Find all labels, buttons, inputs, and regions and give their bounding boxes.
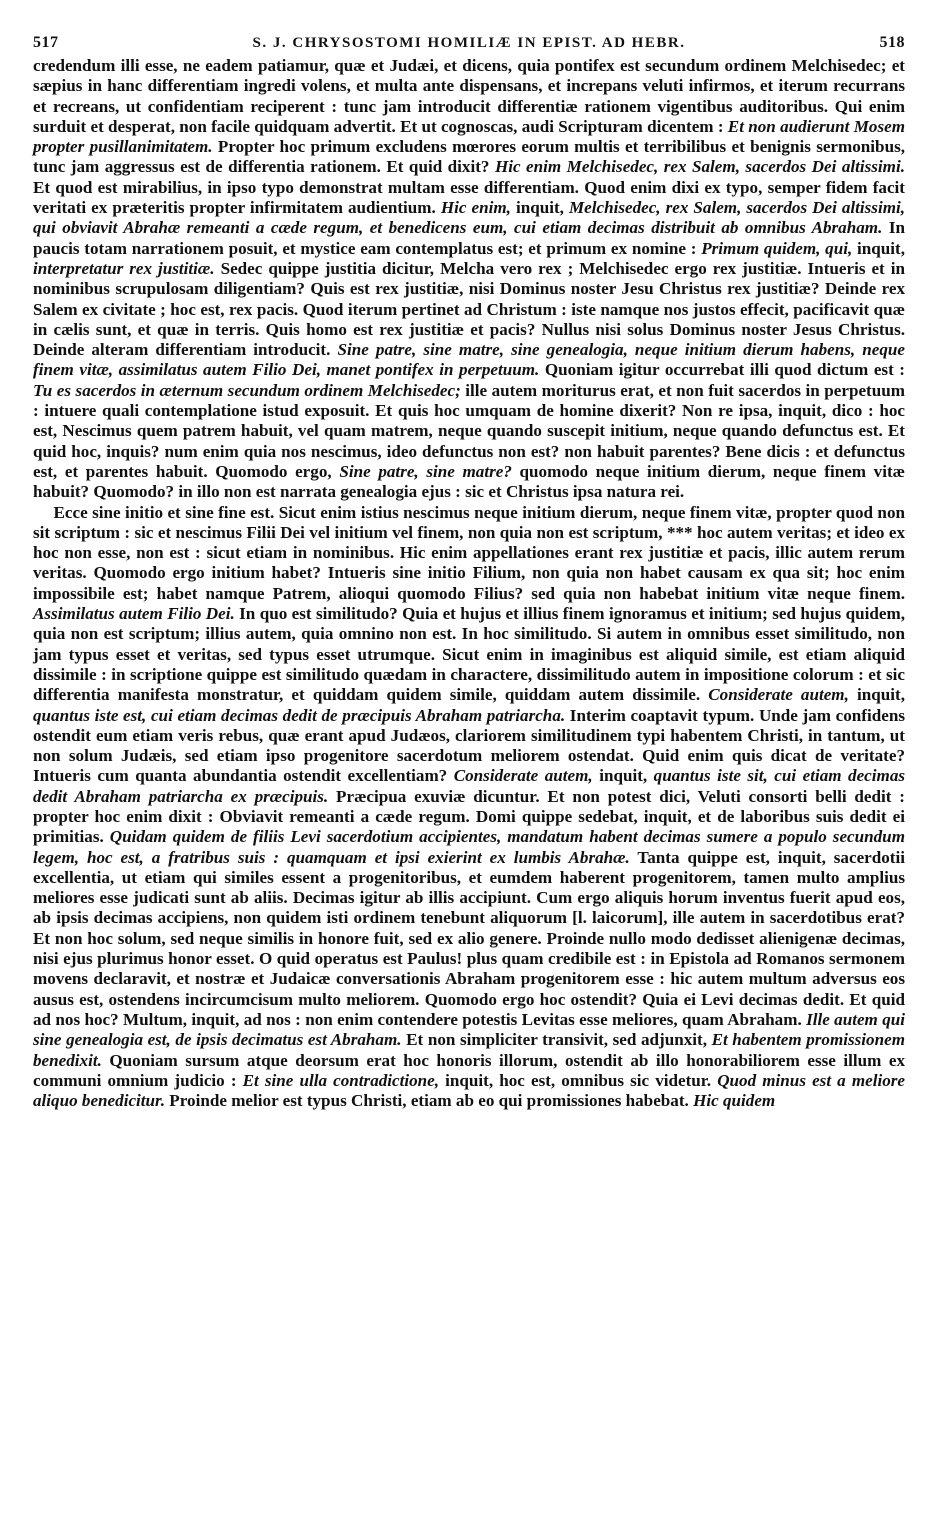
body-paragraph <box>33 503 905 1112</box>
italic-quotation: Assimilatus autem Filio Dei. <box>33 604 235 624</box>
text-run: In quo est similitudo? Quia et hujus et illius finem ignoramus et initium; sed hujus quidem, quia non est scriptum; illius autem, quia omnino non est. In hoc similitudo. Si autem in omnibus esset similitudo, non jam typus esset et veritas, sed typus esset utrumque. Sicut enim in imaginibus est aliquid simile, est etiam aliquid dissimile : in scriptione quippe est similitudo quædam in charactere, dissimilitudo autem in impositione colorum : et sic differentia manifesta monstratur, et quiddam quidem simile, quiddam autem dissimile. <box>33 604 905 705</box>
page-body <box>33 56 905 1111</box>
italic-quotation: Primum quidem, qui, <box>701 238 853 258</box>
italic-quotation: Sine patre, sine matre? <box>339 461 512 481</box>
text-run: In paucis totam narrationem posuit, et mystice eam contemplatus est; et primum ex nomine : <box>33 218 905 258</box>
running-header <box>33 34 905 56</box>
text-run: Proinde melior est typus Christi, etiam ab eo qui promissiones habebat. <box>165 1091 694 1111</box>
left-page-number: 517 <box>33 34 59 51</box>
text-run: Interim coaptavit typum. Unde jam confidens ostendit eum etiam veris rebus, quæ erant apud Judæos, clariorem similitudinem typi habentem Christi, in tantum, ut non solum Judæis, sed etiam ipso progenitore sacerdotum meliorem ostendat. Quid enim quis dicat de veritate? Intueris cum quanta abundantia ostendit excellentiam? <box>33 705 906 786</box>
text-run: Quoniam sursum atque deorsum erat hoc honoris illorum, ostendit ab illo honorabiliorem esse illum ex communi omnium judicio : <box>33 1050 905 1090</box>
text-run: quomodo neque initium dierum, neque finem vitæ habuit? Quomodo? in illo non est narrata genealogia ejus : sic et Christus ipsa natura rei. <box>33 461 906 502</box>
text-run: credendum illi esse, ne eadem patiamur, quæ et Judæi, et dicens, quia pontifex est secundum ordinem Melchisedec; et sæpius in hanc differentiam ingredi volens, et multa ante dispensans, et increpans veluti infirmos, et iterum recurrans et recreans, ut confidentiam reciperent : tunc jam introducit differentiæ rationem vigentibus auditoribus. Qui enim surduit et desperat, non facile quidquam advertit. Et ut cognoscas, audi Scripturam dicentem : <box>33 56 905 136</box>
italic-quotation: Hic quidem <box>693 1091 776 1111</box>
text-run: inquit, <box>848 685 905 705</box>
italic-quotation: Considerate autem, <box>453 766 593 786</box>
italic-quotation: Melchisedec, rex Salem, sacerdos Dei altissimi, qui obviavit Abrahæ remeanti a cæde regum, et benedicens eum, cui etiam decimas distribuit ab omnibus Abraham. <box>33 198 906 238</box>
text-run: ille autem moriturus erat, et non fuit sacerdos in perpetuum : intuere quali contemplatione istud exposuit. Et quis hoc umquam de homine dixerit? Non re ipsa, inquit, dico : hoc est, Nescimus quem patrem habuit, vel quam matrem, neque quando suscepit initium, neque quando defunctus est. Et quid hoc, inquis? num enim quia nos nescimus, ideo defunctus non est? non habuit parentes? Bene dicis : et defunctus est, et parentes habuit. Quomodo ergo, <box>33 380 905 481</box>
text-run: Præcipua exuviæ dicuntur. Et non potest dici, Veluti consorti belli dedit : propter hoc enim dixit : Obviavit remeanti a cæde regum. Domi quippe sedebat, inquit, et de laboribus suis dedit ei primitias. <box>33 786 905 847</box>
body-paragraph <box>33 56 905 503</box>
italic-quotation: Tu es sacerdos in æternum secundum ordinem Melchisedec; <box>33 380 461 400</box>
italic-quotation: quantus iste sit, cui etiam decimas dedit Abraham patriarcha ex præcipuis. <box>33 766 906 806</box>
text-run: Ecce sine initio et sine fine est. Sicut enim istius nescimus neque initium dierum, neque finem vitæ, propter quod non sit scriptum : sic et nescimus Filii Dei vel initium vel finem, non quia non est scriptum, *** hoc autem veritas; et ideo ex hoc non esse, non est : sicut etiam in nominibus. Hic enim appellationes erant rex justitiæ et pacis, illic autem rerum veritas. Quomodo ergo initium habet? Intueris sine initio Filium, non quia non habet causam ex qua sit; hoc enim impossibile est; habet namque Patrem, alioqui quomodo Filius? sed quia non habebat initium vitæ neque finem. <box>33 502 905 603</box>
italic-quotation: quantus iste est, cui etiam decimas dedit de præcipuis Abraham patriarcha. <box>33 705 566 725</box>
text-run: inquit, hoc est, omnibus sic videtur. <box>439 1070 718 1090</box>
text-run: Sedec quippe justitia dicitur, Melcha vero rex ; Melchisedec ergo rex justitiæ. Intueris et in nominibus scrupulosam diligentiam? Quis est rex justitiæ, nisi Dominus noster Jesu Christus rex justitiæ? Deinde rex Salem ex civitate ; hoc est, rex pacis. Quod iterum pertinet ad Christum : iste namque nos justos effecit, pacificavit quæ in cælis sunt, et quæ in terris. Quis homo est rex justitiæ et pacis? Nullus nisi solus Dominus noster Jesus Christus. Deinde alteram differentiam introducit. <box>33 258 906 360</box>
italic-quotation: Quidam quidem de filiis Levi sacerdotium accipientes, mandatum habent decimas sumere a populo secundum legem, hoc est, a fratribus suis : quamquam et ipsi exierint ex lumbis Abrahæ. <box>33 827 905 867</box>
right-page-number: 518 <box>879 34 905 51</box>
text-run: inquit, <box>592 766 654 786</box>
italic-quotation: interpretatur rex justitiæ. <box>33 258 215 278</box>
italic-quotation: Considerate autem, <box>708 685 849 705</box>
text-run: Tanta quippe est, inquit, sacerdotii excellentia, ut etiam qui similes essent a progenitoribus, et eumdem haberent progenitorem, tamen multo amplius meliores esse judicati sunt ab aliis. Decimas igitur ab illis accipiunt. Cum ergo aliquis horum inventus fuerit apud eos, ab ipsis decimas accipiens, non quidem isti ordinem tenebunt aliquorum [l. laicorum], ille autem in sacerdotibus erat? Et non hoc solum, sed neque similis in honore fuit, sed ex alio genere. Proinde nullo modo dedisset alienigenæ decimas, nisi ejus plurimus honor esset. O quid operatus est Paulus! plus quam credibile est : in Epistola ad Romanos sermonem movens declaravit, et nostræ et Judaicæ conversationis Abraham progenitorem esse : hic autem multum adversus eos ausus est, ostendens incircumcisum multo meliorem. Quomodo ergo hoc ostendit? Quia ei Levi decimas dedit. Et quid ad nos hoc? Multum, inquit, ad nos : non enim contendere potestis Levitas esse meliores, quam Abraham. <box>33 847 905 1029</box>
italic-quotation: Et habentem promissionem benedixit. <box>33 1030 905 1070</box>
italic-quotation: Et sine ulla contradictione, <box>242 1070 440 1090</box>
text-run: Et non simpliciter transivit, sed adjunxit, <box>401 1030 712 1050</box>
italic-quotation: Hic enim, <box>440 198 511 218</box>
text-run: Propter hoc primum excludens mœrores eorum multis et terribilibus et benignis sermonibus, tunc jam aggressus est de differentia rationem. Et quid dixit? <box>33 137 905 177</box>
text-run: Quoniam igitur occurrebat illi quod dictum est : <box>539 360 905 380</box>
italic-quotation: Et non audierunt Mosem propter pusillanimitatem. <box>33 116 905 157</box>
italic-quotation: Hic enim Melchisedec, rex Salem, sacerdos Dei altissimi. <box>494 157 905 177</box>
italic-quotation: Sine patre, sine matre, sine genealogia, neque initium dierum habens, neque finem vitæ, assimilatus autem Filio Dei, manet pontifex in perpetuum. <box>33 340 905 380</box>
text-run: inquit, <box>852 238 905 258</box>
italic-quotation: Ille autem qui sine genealogia est, de ipsis decimatus est Abraham. <box>33 1009 905 1050</box>
running-title: S. J. CHRYSOSTOMI HOMILIÆ IN EPIST. AD HEBR. <box>252 35 686 51</box>
italic-quotation: Quod minus est a meliore aliquo benedicitur. <box>33 1070 905 1111</box>
text-run: inquit, <box>510 198 569 218</box>
text-run: Et quod est mirabilius, in ipso typo demonstrat multam esse differentiam. Quod enim dixi ex typo, semper fidem facit veritati ex præteritis propter infirmitatem audientium. <box>33 177 905 218</box>
